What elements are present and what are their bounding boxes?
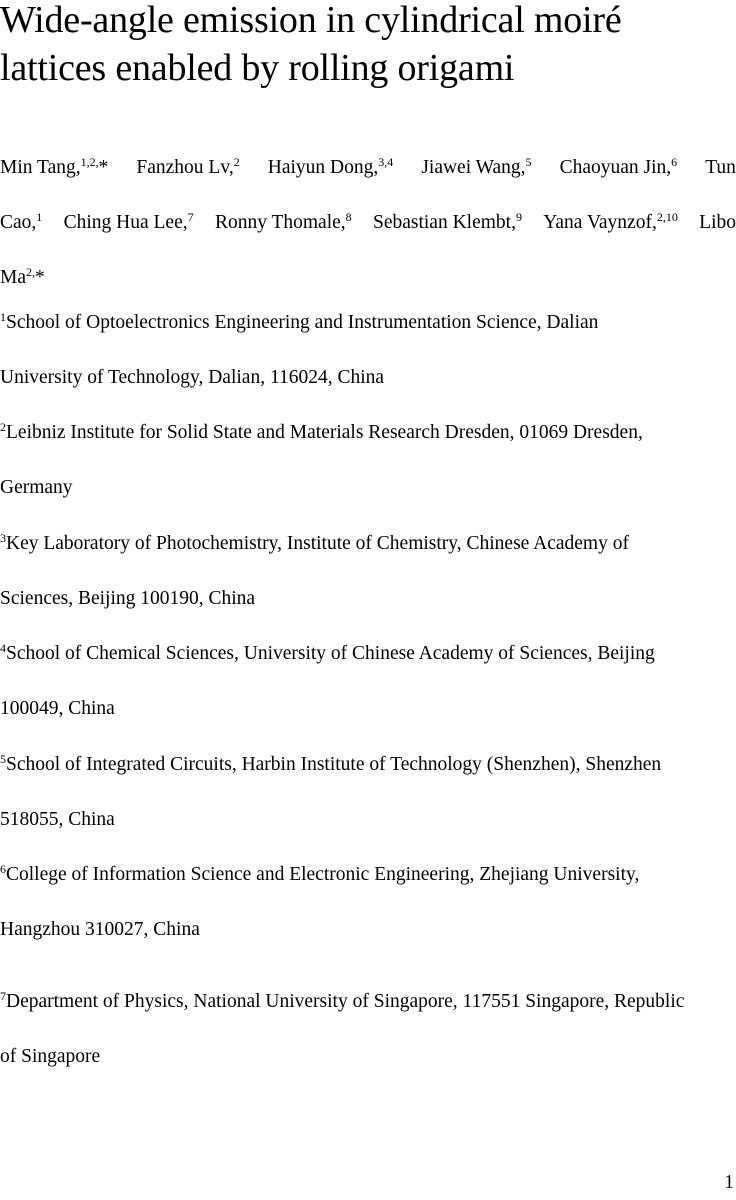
affiliation-line: 518055, China	[0, 809, 115, 830]
affiliation-superscript: 6	[671, 155, 678, 169]
author-name: Ronny Thomale,	[214, 212, 346, 233]
affiliation-number: 6	[0, 862, 6, 876]
author-name: Haiyun Dong,	[267, 157, 379, 178]
paper-title	[0, 0, 736, 92]
title-line-2: lattices enabled by rolling origami	[0, 47, 515, 89]
affiliation-line	[0, 974, 736, 1029]
affiliation-superscript: 1,2,	[80, 155, 99, 169]
affiliation-line: Germany	[0, 477, 73, 498]
affiliation-5	[0, 737, 736, 847]
affiliation-superscript: 2,10	[656, 210, 678, 224]
author-name: Chaoyuan Jin,	[559, 157, 672, 178]
author-name: Jiawei Wang,	[421, 157, 526, 178]
affiliation-1	[0, 295, 736, 405]
affiliation-line: 100049, China	[0, 698, 115, 719]
author-entry	[0, 267, 45, 288]
affiliation-number: 4	[0, 641, 6, 655]
author-entry	[373, 195, 522, 250]
author-entry	[215, 195, 352, 250]
affiliation-4	[0, 626, 736, 736]
affiliation-number: 1	[0, 310, 6, 324]
affiliation-line	[0, 295, 736, 350]
author-entry	[421, 140, 531, 195]
affiliation-superscript: 1	[36, 210, 43, 224]
affiliation-line: of Singapore	[0, 1046, 101, 1067]
affiliation-superscript: 5	[525, 155, 532, 169]
affiliation-superscript: 2	[233, 155, 240, 169]
author-name: Ching Hua Lee,	[63, 212, 188, 233]
affiliation-superscript: 3,4	[378, 155, 394, 169]
author-entry	[543, 195, 678, 250]
affiliation-line	[0, 847, 736, 902]
affiliation-line	[0, 626, 736, 681]
affiliation-number: 2	[0, 420, 6, 434]
affiliation-6	[0, 847, 736, 957]
author-line-1	[0, 140, 736, 195]
affiliation-text: School of Optoelectronics Engineering and Instrumentation Science, Dalian	[6, 312, 599, 333]
author-name: Min Tang,	[0, 157, 81, 178]
affiliation-line	[0, 405, 736, 460]
author-entry	[0, 140, 108, 195]
author-name-fragment: Ma	[0, 267, 26, 288]
affiliation-line: University of Technology, Dalian, 116024, China	[0, 367, 385, 388]
affiliation-text: Key Laboratory of Photochemistry, Institute of Chemistry, Chinese Academy of	[6, 533, 629, 554]
affiliation-superscript: 2,	[26, 265, 35, 279]
author-entry	[268, 140, 394, 195]
affiliation-number: 5	[0, 752, 6, 766]
author-entry	[0, 195, 42, 250]
author-name: Sebastian Klembt,	[372, 212, 516, 233]
affiliation-text: School of Chemical Sciences, University of Chinese Academy of Sciences, Beijing	[6, 643, 655, 664]
corresponding-mark: *	[98, 157, 109, 178]
affiliation-superscript: 7	[187, 210, 194, 224]
title-line-1: Wide-angle emission in cylindrical moiré	[0, 0, 622, 41]
affiliation-line	[0, 737, 736, 792]
affiliation-line	[0, 516, 736, 571]
author-name-fragment: Tun	[705, 157, 736, 178]
author-entry	[136, 140, 239, 195]
corresponding-mark: *	[35, 267, 45, 288]
affiliation-text: Leibniz Institute for Solid State and Materials Research Dresden, 01069 Dresden,	[6, 422, 643, 443]
author-entry	[560, 140, 678, 195]
author-name-fragment: Cao,	[0, 212, 37, 233]
affiliation-number: 7	[0, 989, 6, 1003]
affiliation-text: School of Integrated Circuits, Harbin Institute of Technology (Shenzhen), Shenzhen	[6, 754, 662, 775]
affiliation-text: Department of Physics, National University of Singapore, 117551 Singapore, Republic	[6, 991, 685, 1012]
affiliation-number: 3	[0, 531, 6, 545]
affiliation-superscript: 9	[515, 210, 522, 224]
affiliation-line: Hangzhou 310027, China	[0, 919, 200, 940]
author-line-2	[0, 195, 736, 250]
author-list	[0, 140, 736, 305]
author-name: Yana Vaynzof,	[543, 212, 657, 233]
affiliation-2	[0, 405, 736, 515]
affiliation-3	[0, 516, 736, 626]
page-number: 1	[724, 1172, 734, 1193]
author-name: Fanzhou Lv,	[136, 157, 234, 178]
author-name-fragment: Libo	[699, 212, 736, 233]
affiliation-superscript: 8	[345, 210, 352, 224]
affiliation-text: College of Information Science and Electronic Engineering, Zhejiang University,	[6, 864, 640, 885]
author-entry	[64, 195, 194, 250]
affiliation-line: Sciences, Beijing 100190, China	[0, 588, 256, 609]
affiliation-7	[0, 974, 736, 1084]
